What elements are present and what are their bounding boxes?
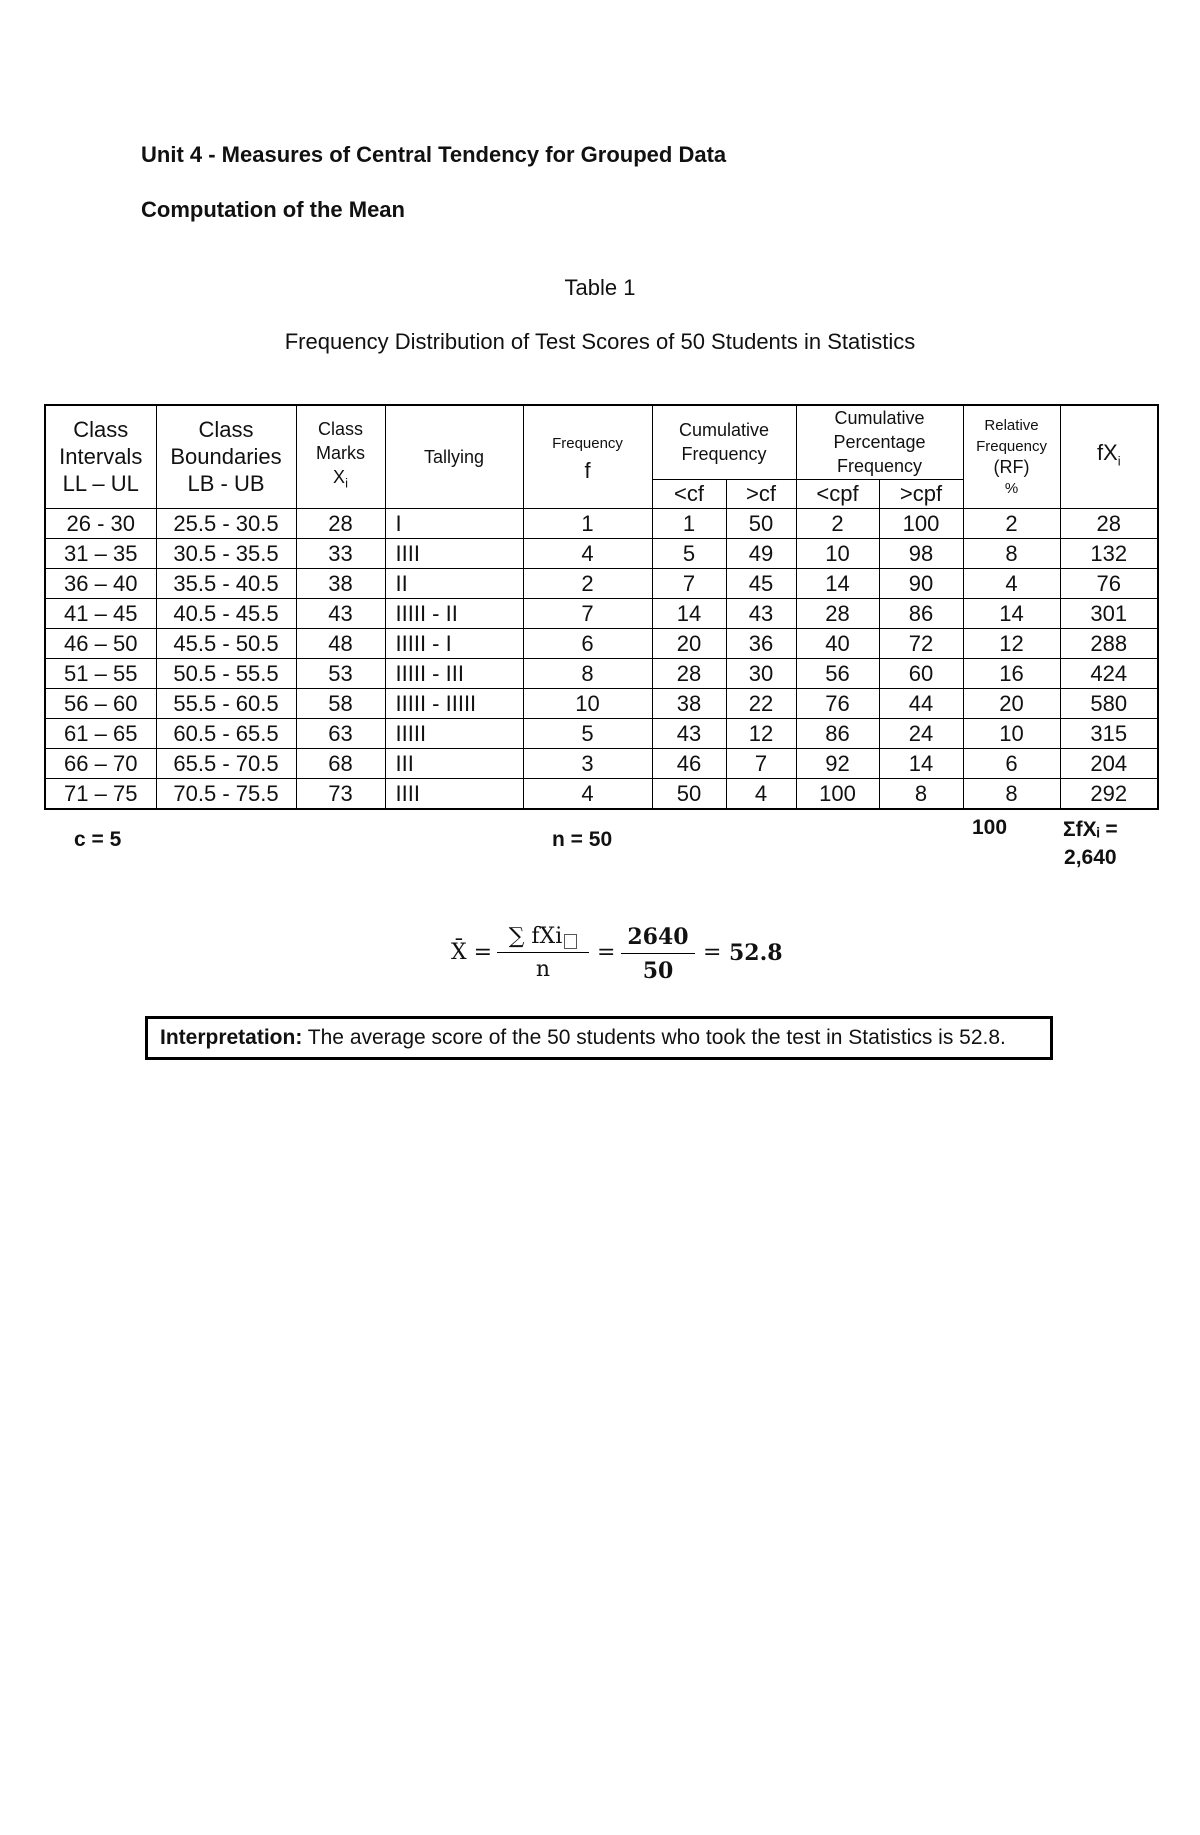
header-less-cpf: <cpf <box>796 479 879 508</box>
header-relative-frequency: Relative Frequency (RF) % <box>963 405 1060 508</box>
cell-xm: 43 <box>296 598 385 628</box>
interpretation-label: Interpretation: <box>160 1026 303 1049</box>
header-class-intervals: Class Intervals LL – UL <box>45 405 156 508</box>
cell-rf: 16 <box>963 658 1060 688</box>
cell-tally: IIIII - II <box>385 598 523 628</box>
page-heading: Unit 4 - Measures of Central Tendency for Grouped Data <box>141 142 727 167</box>
frequency-distribution-table <box>44 404 1159 810</box>
cell-gcf: 43 <box>726 598 796 628</box>
header-tallying: Tallying <box>385 405 523 508</box>
header-fx: $fX_i$ <box>1060 405 1158 508</box>
cell-fx: 204 <box>1060 748 1158 778</box>
cell-lcf: 28 <box>652 658 726 688</box>
cell-fx: 292 <box>1060 778 1158 809</box>
table-row <box>45 568 1158 598</box>
cell-lcpf: 86 <box>796 718 879 748</box>
formula-numerator-value: 2640 <box>621 924 695 954</box>
cell-f: 5 <box>523 718 652 748</box>
cell-lcf: 5 <box>652 538 726 568</box>
sum-fx-total <box>1063 816 1118 872</box>
header-frequency: Frequency f <box>523 405 652 508</box>
cell-f: 4 <box>523 778 652 809</box>
formula-equals-1: = <box>597 940 616 965</box>
interpretation-box <box>145 1016 1053 1060</box>
cell-gcpf: 60 <box>879 658 963 688</box>
table-row <box>45 508 1158 538</box>
table-row <box>45 658 1158 688</box>
cell-lcf: 7 <box>652 568 726 598</box>
cell-xm: 38 <box>296 568 385 598</box>
cell-fx: 132 <box>1060 538 1158 568</box>
cell-tally: IIII <box>385 778 523 809</box>
cell-ci: 71 – 75 <box>45 778 156 809</box>
cell-gcpf: 44 <box>879 688 963 718</box>
cell-fx: 315 <box>1060 718 1158 748</box>
cell-gcpf: 72 <box>879 628 963 658</box>
cell-lcpf: 100 <box>796 778 879 809</box>
cell-gcpf: 8 <box>879 778 963 809</box>
header-class-boundaries: Class Boundaries LB - UB <box>156 405 296 508</box>
cell-fx: 76 <box>1060 568 1158 598</box>
header-class-marks: Class Marks $X_i$ <box>296 405 385 508</box>
cell-fx: 301 <box>1060 598 1158 628</box>
cell-cb: 25.5 - 30.5 <box>156 508 296 538</box>
formula-denominator-value: 50 <box>642 958 674 984</box>
table-row <box>45 718 1158 748</box>
cell-rf: 8 <box>963 778 1060 809</box>
formula-fraction-symbolic <box>497 924 589 982</box>
cell-gcpf: 98 <box>879 538 963 568</box>
cell-tally: III <box>385 748 523 778</box>
cell-lcf: 46 <box>652 748 726 778</box>
cell-ci: 26 - 30 <box>45 508 156 538</box>
cell-lcpf: 28 <box>796 598 879 628</box>
table-row <box>45 598 1158 628</box>
table-row <box>45 748 1158 778</box>
page-subheading: Computation of the Mean <box>141 197 405 222</box>
cell-ci: 56 – 60 <box>45 688 156 718</box>
cell-cb: 35.5 - 40.5 <box>156 568 296 598</box>
cell-fx: 580 <box>1060 688 1158 718</box>
cell-f: 8 <box>523 658 652 688</box>
cell-lcpf: 76 <box>796 688 879 718</box>
cell-xm: 48 <box>296 628 385 658</box>
formula-equals-2: = <box>703 940 722 965</box>
header-cumulative-percentage-frequency: Cumulative Percentage Frequency <box>796 405 963 479</box>
cell-lcf: 14 <box>652 598 726 628</box>
cell-lcpf: 2 <box>796 508 879 538</box>
cell-cb: 70.5 - 75.5 <box>156 778 296 809</box>
cell-gcf: 30 <box>726 658 796 688</box>
cell-gcpf: 86 <box>879 598 963 628</box>
cell-xm: 63 <box>296 718 385 748</box>
cell-lcpf: 40 <box>796 628 879 658</box>
cell-gcf: 50 <box>726 508 796 538</box>
cell-f: 10 <box>523 688 652 718</box>
cell-xm: 28 <box>296 508 385 538</box>
cell-fx: 424 <box>1060 658 1158 688</box>
formula-lhs: X̄ = <box>451 940 493 965</box>
cell-cb: 50.5 - 55.5 <box>156 658 296 688</box>
cell-tally: I <box>385 508 523 538</box>
cell-cb: 30.5 - 35.5 <box>156 538 296 568</box>
cell-ci: 31 – 35 <box>45 538 156 568</box>
table-row <box>45 778 1158 809</box>
cell-lcf: 1 <box>652 508 726 538</box>
sample-size: n = 50 <box>552 828 613 851</box>
cell-xm: 68 <box>296 748 385 778</box>
cell-lcpf: 92 <box>796 748 879 778</box>
cell-gcpf: 90 <box>879 568 963 598</box>
placeholder-box-icon <box>564 934 577 949</box>
cell-gcf: 22 <box>726 688 796 718</box>
cell-gcf: 4 <box>726 778 796 809</box>
table-row <box>45 628 1158 658</box>
class-width: c = 5 <box>74 828 122 851</box>
cell-rf: 4 <box>963 568 1060 598</box>
header-greater-cf: >cf <box>726 479 796 508</box>
interpretation-text: The average score of the 50 students who took the test in Statistics is 52.8. <box>302 1026 1006 1049</box>
cell-f: 3 <box>523 748 652 778</box>
cell-tally: IIIII <box>385 718 523 748</box>
cell-lcf: 43 <box>652 718 726 748</box>
cell-cb: 55.5 - 60.5 <box>156 688 296 718</box>
cell-gcf: 12 <box>726 718 796 748</box>
cell-tally: IIIII - III <box>385 658 523 688</box>
cell-gcf: 45 <box>726 568 796 598</box>
cell-rf: 10 <box>963 718 1060 748</box>
cell-tally: IIII <box>385 538 523 568</box>
cell-cb: 65.5 - 70.5 <box>156 748 296 778</box>
formula-fraction-numeric <box>621 924 695 984</box>
cell-f: 4 <box>523 538 652 568</box>
relative-frequency-total: 100 <box>972 816 1008 839</box>
cell-gcf: 7 <box>726 748 796 778</box>
cell-lcpf: 14 <box>796 568 879 598</box>
formula-denominator: n <box>535 957 551 982</box>
cell-gcpf: 24 <box>879 718 963 748</box>
cell-tally: IIIII - I <box>385 628 523 658</box>
table-caption: Frequency Distribution of Test Scores of 50 Students in Statistics <box>284 329 916 354</box>
cell-fx: 288 <box>1060 628 1158 658</box>
header-cumulative-frequency: Cumulative Frequency <box>652 405 796 479</box>
cell-lcf: 20 <box>652 628 726 658</box>
sum-fx-label: ΣfXᵢ = <box>1063 818 1118 841</box>
cell-rf: 14 <box>963 598 1060 628</box>
header-less-cf: <cf <box>652 479 726 508</box>
cell-gcpf: 100 <box>879 508 963 538</box>
table-row <box>45 538 1158 568</box>
cell-xm: 53 <box>296 658 385 688</box>
formula-numerator: ∑ fXi <box>508 924 563 949</box>
cell-ci: 61 – 65 <box>45 718 156 748</box>
cell-rf: 12 <box>963 628 1060 658</box>
table-row <box>45 688 1158 718</box>
cell-xm: 58 <box>296 688 385 718</box>
cell-lcpf: 56 <box>796 658 879 688</box>
cell-fx: 28 <box>1060 508 1158 538</box>
table-number: Table 1 <box>564 275 636 300</box>
cell-lcpf: 10 <box>796 538 879 568</box>
cell-rf: 20 <box>963 688 1060 718</box>
cell-xm: 73 <box>296 778 385 809</box>
cell-cb: 45.5 - 50.5 <box>156 628 296 658</box>
sum-fx-value: 2,640 <box>1064 846 1117 869</box>
cell-ci: 41 – 45 <box>45 598 156 628</box>
cell-xm: 33 <box>296 538 385 568</box>
cell-f: 1 <box>523 508 652 538</box>
cell-cb: 40.5 - 45.5 <box>156 598 296 628</box>
cell-gcf: 36 <box>726 628 796 658</box>
cell-ci: 36 – 40 <box>45 568 156 598</box>
cell-tally: IIIII - IIIII <box>385 688 523 718</box>
cell-rf: 2 <box>963 508 1060 538</box>
cell-rf: 6 <box>963 748 1060 778</box>
cell-tally: II <box>385 568 523 598</box>
cell-gcf: 49 <box>726 538 796 568</box>
formula-result: 52.8 <box>729 940 783 966</box>
cell-ci: 66 – 70 <box>45 748 156 778</box>
cell-f: 7 <box>523 598 652 628</box>
header-greater-cpf: >cpf <box>879 479 963 508</box>
cell-gcpf: 14 <box>879 748 963 778</box>
cell-f: 6 <box>523 628 652 658</box>
cell-ci: 51 – 55 <box>45 658 156 688</box>
cell-rf: 8 <box>963 538 1060 568</box>
cell-cb: 60.5 - 65.5 <box>156 718 296 748</box>
cell-lcf: 38 <box>652 688 726 718</box>
cell-lcf: 50 <box>652 778 726 809</box>
cell-f: 2 <box>523 568 652 598</box>
cell-ci: 46 – 50 <box>45 628 156 658</box>
